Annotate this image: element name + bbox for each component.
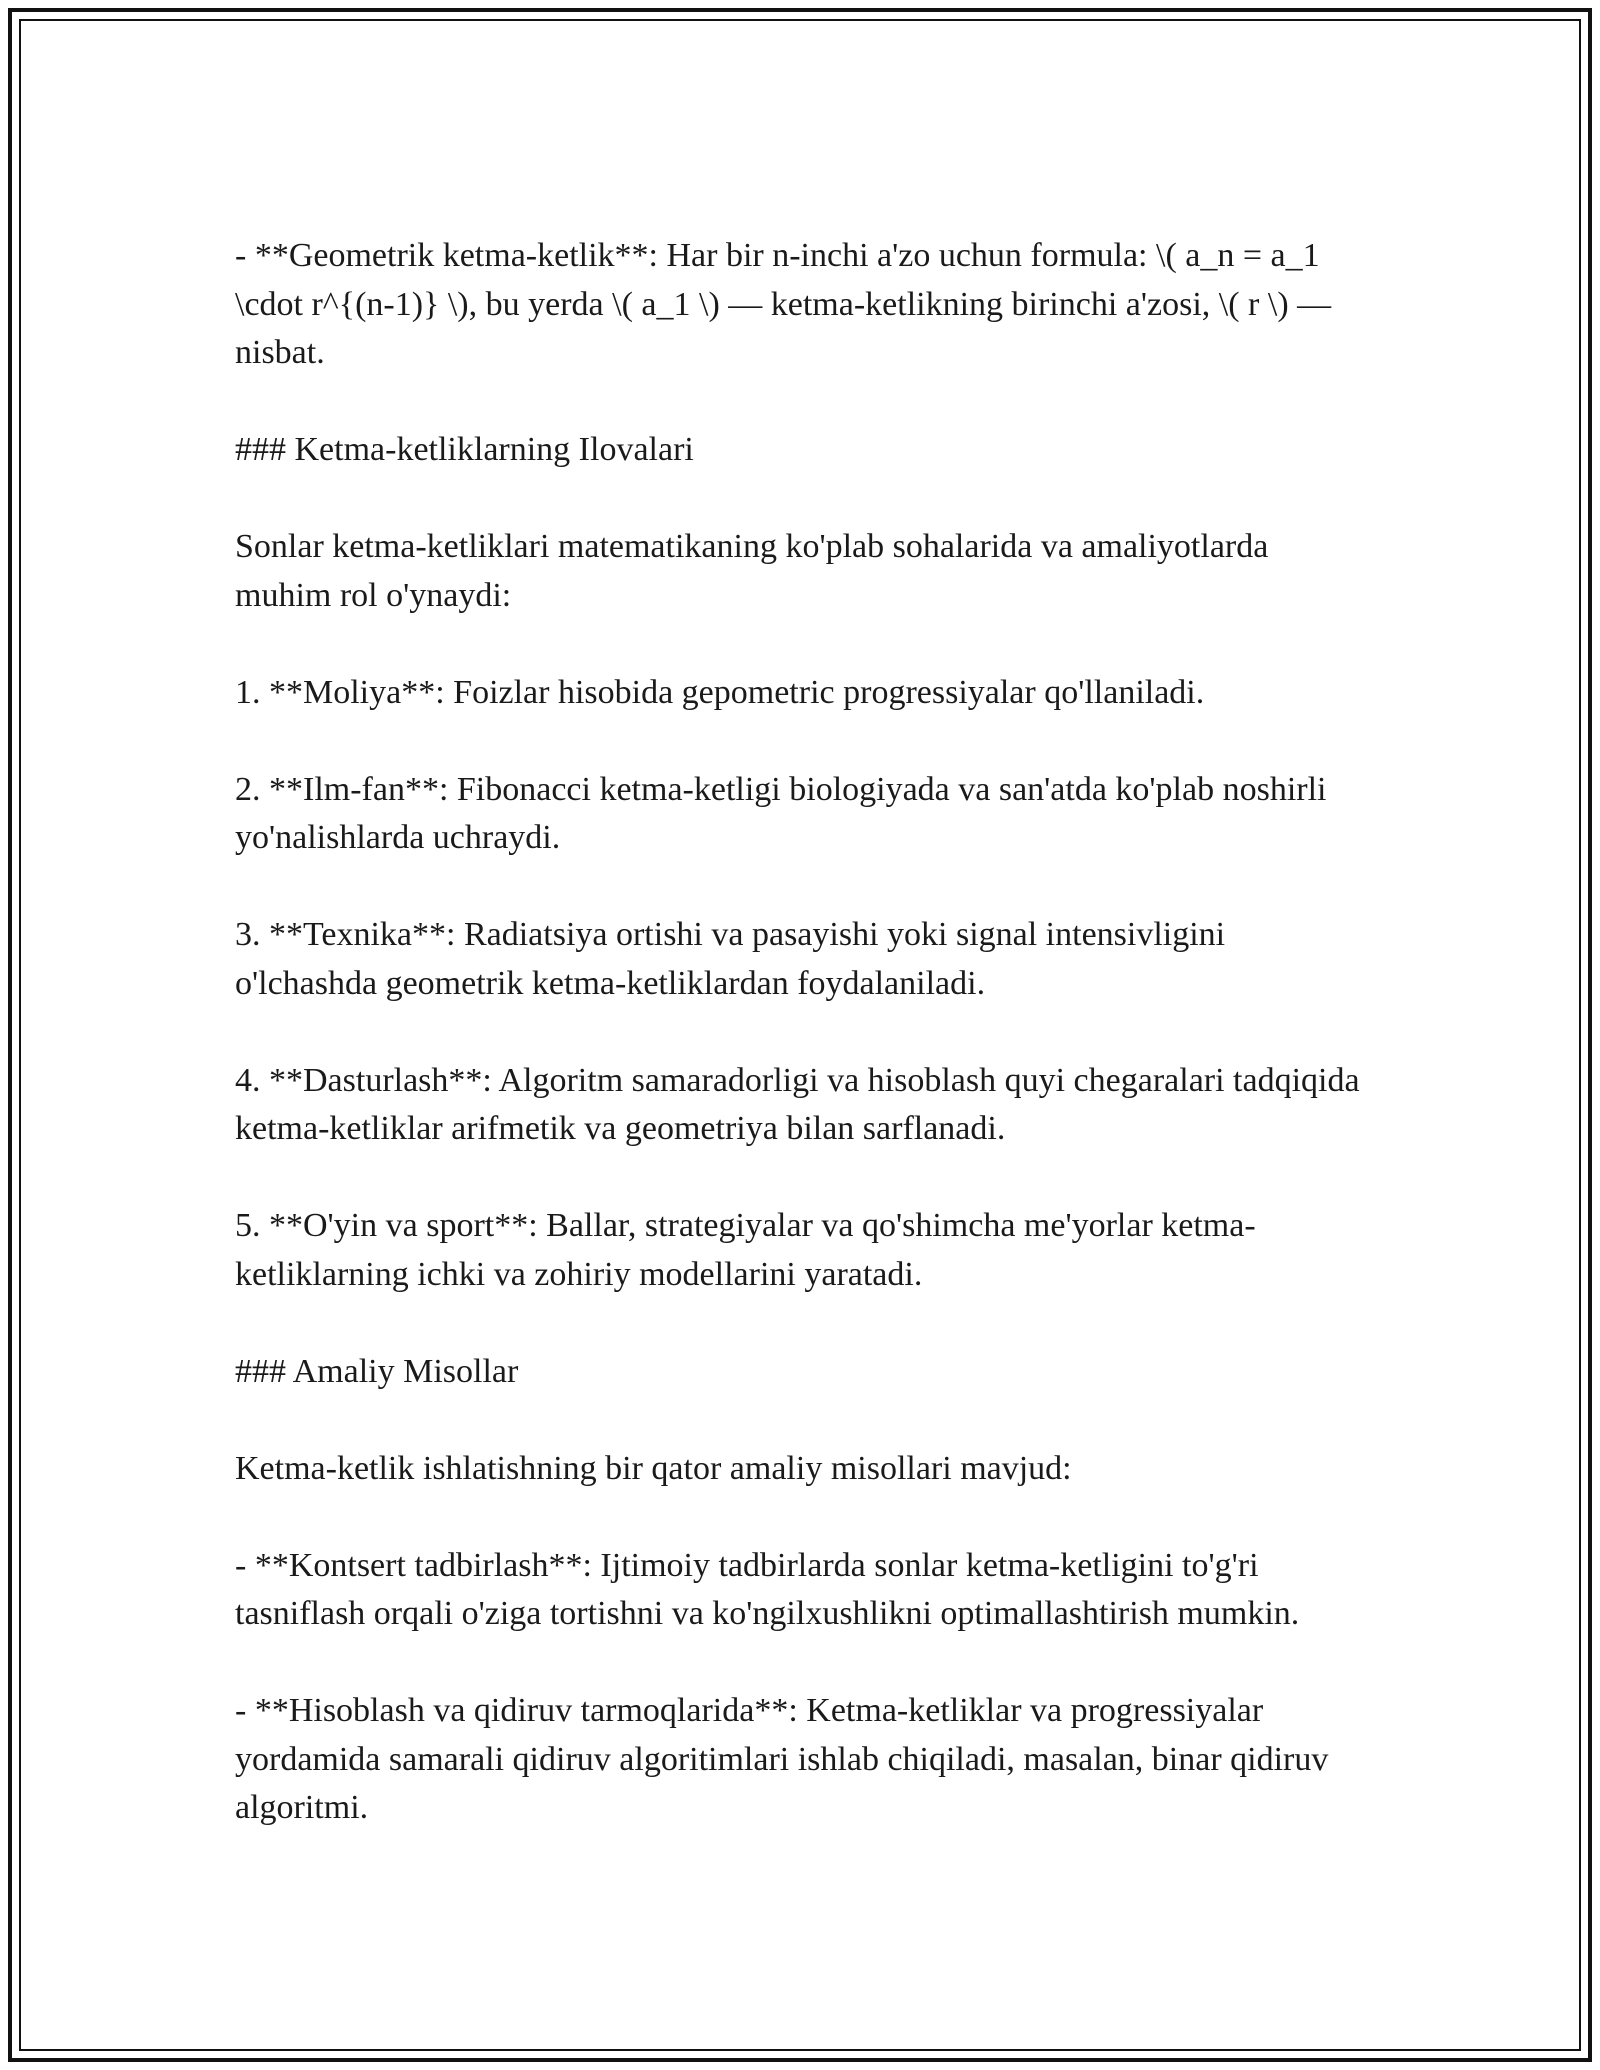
list-item-engineering: 3. **Texnika**: Radiatsiya ortishi va pasayishi yoki signal intensivligini o'lchashda geometrik ketma-ketliklardan foydalaniladi. [235,916,1226,1002]
document-body [235,232,1365,1833]
list-item-games-sport: 5. **O'yin va sport**: Ballar, strategiyalar va qo'shimcha me'yorlar ketma-ketliklarning ichki va zohiriy modellarini yaratadi. [235,1207,1256,1293]
section-heading-examples: ### Amaliy Misollar [235,1352,519,1390]
list-item-science: 2. **Ilm-fan**: Fibonacci ketma-ketligi biologiyada va san'atda ko'plab noshirli yo'nalishlarda uchraydi. [235,770,1327,856]
section-heading-applications: ### Ketma-ketliklarning Ilovalari [235,431,694,468]
list-item-programming: 4. **Dasturlash**: Algoritm samaradorligi va hisoblash quyi chegaralari tadqiqida ketma-ketliklar arifmetik va geometriya bilan sarflanadi. [235,1061,1360,1147]
example-concert-bullet: - **Kontsert tadbirlash**: Ijtimoiy tadbirlarda sonlar ketma-ketligini to'g'ri tasniflash orqali o'ziga tortishni va ko'ngilxushlikni optimallashtirish mumkin. [235,1546,1300,1632]
list-item-finance: 1. **Moliya**: Foizlar hisobida gepometric progressiyalar qo'llaniladi. [235,673,1205,711]
examples-intro: Ketma-ketlik ishlatishning bir qator amaliy misollari mavjud: [235,1449,1072,1487]
geometric-sequence-bullet: - **Geometrik ketma-ketlik**: Har bir n-inchi a'zo uchun formula: \( a_n = a_1 \cdot r^{(n-1)} \), bu yerda \( a_1 \) — ketma-ketlikning birinchi a'zosi, \( r \) — nisbat. [235,237,1332,371]
example-search-bullet: - **Hisoblash va qidiruv tarmoqlarida**: Ketma-ketliklar va progressiyalar yordamida samarali qidiruv algoritimlari ishlab chiqiladi, masalan, binar qidiruv algoritmi. [235,1692,1329,1826]
applications-intro: Sonlar ketma-ketliklari matematikaning ko'plab sohalarida va amaliyotlarda muhim rol o'ynaydi: [235,528,1269,614]
